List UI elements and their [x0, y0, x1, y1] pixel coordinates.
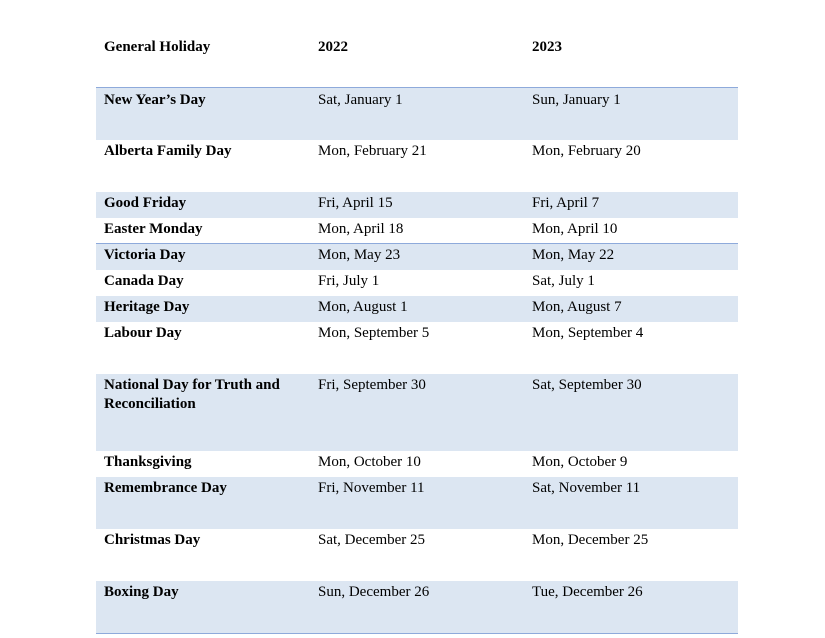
table-row: [96, 218, 738, 244]
date-2022: Fri, September 30: [318, 377, 426, 393]
date-2023: Mon, August 7: [532, 299, 622, 315]
holiday-name: Labour Day: [104, 325, 182, 341]
date-2022: Mon, August 1: [318, 299, 408, 315]
holiday-name: Easter Monday: [104, 221, 203, 237]
table-row: [96, 529, 738, 581]
holiday-name: Canada Day: [104, 273, 184, 289]
header-holiday: General Holiday: [104, 39, 211, 55]
date-2023: Fri, April 7: [532, 195, 600, 211]
holiday-name: Boxing Day: [104, 584, 179, 600]
holiday-name: National Day for Truth and Reconciliation: [104, 377, 280, 412]
table-row: [96, 477, 738, 529]
date-2022: Mon, September 5: [318, 325, 430, 341]
holiday-name: Christmas Day: [104, 532, 201, 548]
table-row: [96, 140, 738, 192]
table-row: [96, 374, 738, 451]
holiday-table: [96, 0, 738, 634]
date-2023: Tue, December 26: [532, 584, 643, 600]
date-2022: Mon, February 21: [318, 143, 427, 159]
holiday-name: Victoria Day: [104, 247, 186, 263]
date-2022: Mon, April 18: [318, 221, 404, 237]
date-2023: Sat, September 30: [532, 377, 642, 393]
table-row: [96, 88, 738, 140]
table-header-row: [96, 0, 738, 88]
table-bottom-rule: [96, 633, 738, 634]
date-2022: Mon, October 10: [318, 454, 421, 470]
date-2022: Sun, December 26: [318, 584, 430, 600]
date-2023: Sat, November 11: [532, 480, 641, 496]
table-row: [96, 581, 738, 633]
table-row: [96, 270, 738, 296]
date-2023: Sat, July 1: [532, 273, 595, 289]
date-2023: Mon, September 4: [532, 325, 644, 341]
holiday-name: Heritage Day: [104, 299, 190, 315]
date-2022: Sat, January 1: [318, 92, 403, 108]
header-2023: 2023: [532, 39, 562, 55]
date-2023: Mon, October 9: [532, 454, 628, 470]
date-2022: Fri, July 1: [318, 273, 380, 289]
date-2022: Sat, December 25: [318, 532, 426, 548]
table-row: [96, 451, 738, 477]
date-2022: Mon, May 23: [318, 247, 401, 263]
holiday-name: Thanksgiving: [104, 454, 192, 470]
holiday-name: Alberta Family Day: [104, 143, 232, 159]
date-2023: Mon, April 10: [532, 221, 618, 237]
date-2023: Mon, December 25: [532, 532, 649, 548]
header-2022: 2022: [318, 39, 348, 55]
table-row: [96, 192, 738, 218]
holiday-name: New Year’s Day: [104, 92, 206, 108]
table-row: [96, 244, 738, 270]
date-2023: Mon, May 22: [532, 247, 615, 263]
holiday-name: Remembrance Day: [104, 480, 227, 496]
table-row: [96, 322, 738, 374]
date-2022: Fri, April 15: [318, 195, 393, 211]
date-2022: Fri, November 11: [318, 480, 425, 496]
date-2023: Mon, February 20: [532, 143, 641, 159]
table-row: [96, 296, 738, 322]
date-2023: Sun, January 1: [532, 92, 621, 108]
holiday-name: Good Friday: [104, 195, 187, 211]
